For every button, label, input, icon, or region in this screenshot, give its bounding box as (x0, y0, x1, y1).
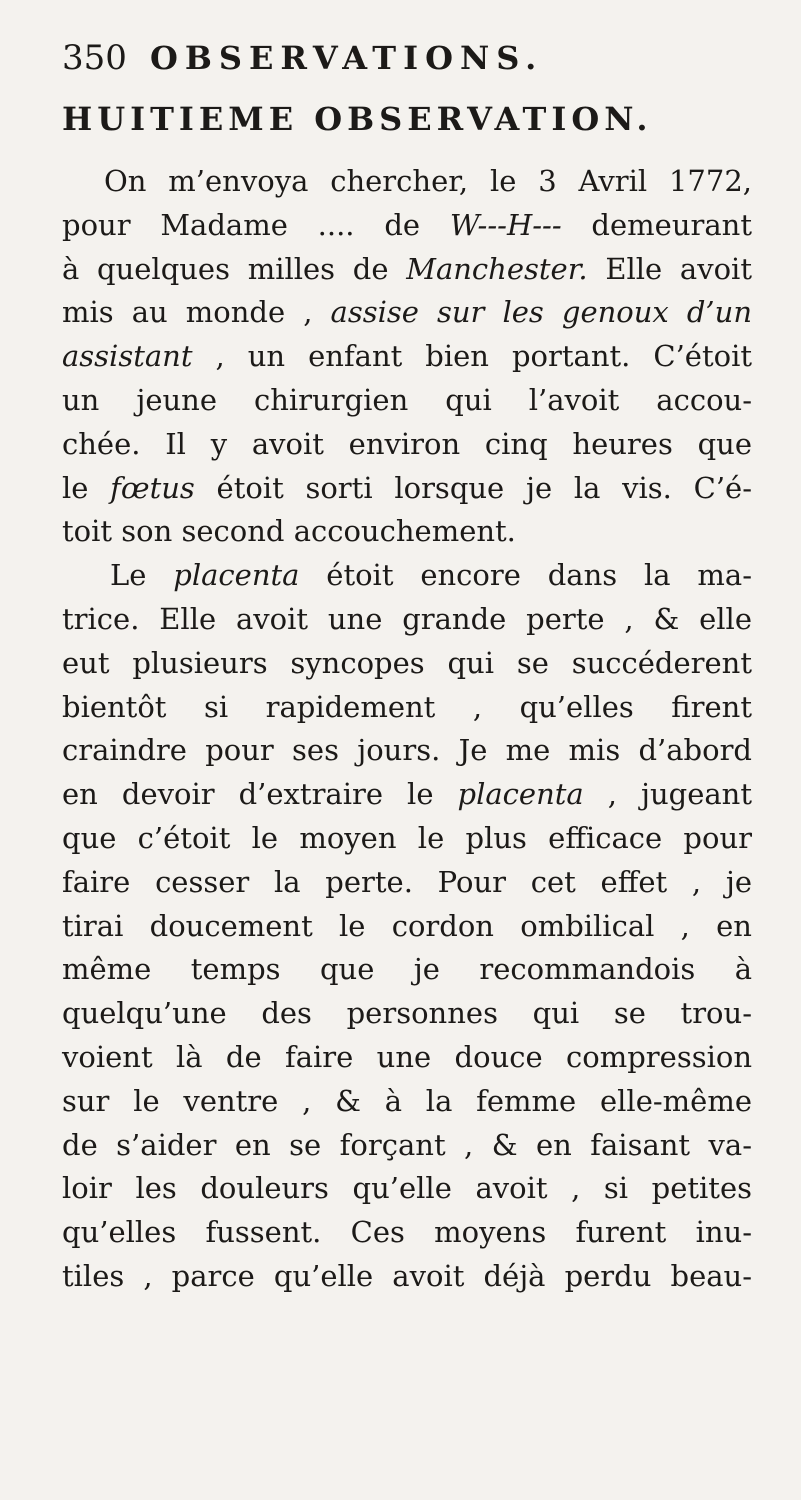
text-run: pour Madame .... de (62, 207, 450, 242)
text-line (62, 335, 752, 379)
text-line (62, 905, 752, 949)
text-run: chée. Il y avoit environ cinq heures que (62, 426, 752, 461)
text-line (62, 423, 752, 467)
text-run: de s’aider en se forçant , & en faisant va- (62, 1127, 752, 1162)
text-run: Le (110, 558, 174, 593)
text-run: voient là de faire une douce compression (62, 1039, 752, 1074)
text-line (62, 948, 752, 992)
text-line (62, 291, 752, 335)
text-line (62, 248, 752, 292)
text-line (62, 510, 752, 554)
text-line (62, 204, 752, 248)
text-run: eut plusieurs syncopes qui se succéderent (62, 645, 752, 680)
text-run: en devoir d’extraire le (62, 777, 458, 812)
text-run: même temps que je recommandois à (62, 952, 752, 987)
text-run: Elle avoit (587, 251, 752, 286)
italic-text-run: assistant (62, 339, 193, 374)
text-line (62, 160, 752, 204)
text-run: un jeune chirurgien qui l’avoit accou- (62, 382, 752, 417)
italic-text-run: placenta (173, 558, 300, 593)
text-run: faire cesser la perte. Pour cet effet , je (62, 864, 752, 899)
text-run: quelqu’une des personnes qui se trou- (62, 996, 752, 1031)
text-line (62, 1036, 752, 1080)
text-run: que c’étoit le moyen le plus efficace pour (62, 820, 752, 855)
text-run: tirai doucement le cordon ombilical , en (62, 908, 752, 943)
text-line (62, 686, 752, 730)
page-number: 350 (62, 38, 127, 78)
text-run: tiles , parce qu’elle avoit déjà perdu beau- (62, 1258, 752, 1293)
text-run: qu’elles fussent. Ces moyens furent inu- (62, 1215, 752, 1250)
running-title: OBSERVATIONS. (150, 39, 544, 77)
italic-text-run: assise sur les genoux d’un (330, 295, 752, 330)
italic-text-run: W---H--- (449, 207, 562, 242)
text-line (62, 379, 752, 423)
italic-text-run: Manchester. (406, 251, 588, 286)
italic-text-run: placenta (457, 777, 584, 812)
text-line (62, 554, 752, 598)
text-line (62, 1124, 752, 1168)
text-run: , un enfant bien portant. C’étoit (192, 339, 752, 374)
text-run: bientôt si rapidement , qu’elles firent (62, 689, 752, 724)
text-run: craindre pour ses jours. Je me mis d’abord (62, 733, 752, 768)
text-run: loir les douleurs qu’elle avoit , si petites (62, 1171, 752, 1206)
text-line (62, 598, 752, 642)
text-line (62, 642, 752, 686)
text-line (62, 1167, 752, 1211)
text-line (62, 1211, 752, 1255)
text-run: On m’envoya chercher, le 3 Avril 1772, (104, 164, 752, 198)
text-line (62, 1255, 752, 1299)
text-run: sur le ventre , & à la femme elle-même (62, 1083, 752, 1118)
text-line (62, 817, 752, 861)
text-line (62, 1080, 752, 1124)
section-heading: HUITIEME OBSERVATION. (62, 100, 653, 138)
italic-text-run: fœtus (110, 470, 195, 505)
running-head (62, 38, 762, 98)
text-run: à quelques milles de (62, 251, 407, 286)
text-run: toit son second accouchement. (62, 514, 516, 549)
body-text (62, 160, 752, 1299)
text-run: étoit encore dans la ma- (299, 558, 753, 593)
text-line (62, 467, 752, 511)
text-run: , jugeant (583, 777, 753, 812)
text-line (62, 992, 752, 1036)
text-run: mis au monde , (62, 295, 331, 330)
text-run: le (62, 470, 111, 505)
text-run: trice. Elle avoit une grande perte , & elle (62, 601, 752, 636)
text-run: étoit sorti lorsque je la vis. C’é- (194, 470, 752, 505)
text-run: demeurant (561, 207, 752, 242)
text-line (62, 773, 752, 817)
text-line (62, 729, 752, 773)
text-line (62, 861, 752, 905)
